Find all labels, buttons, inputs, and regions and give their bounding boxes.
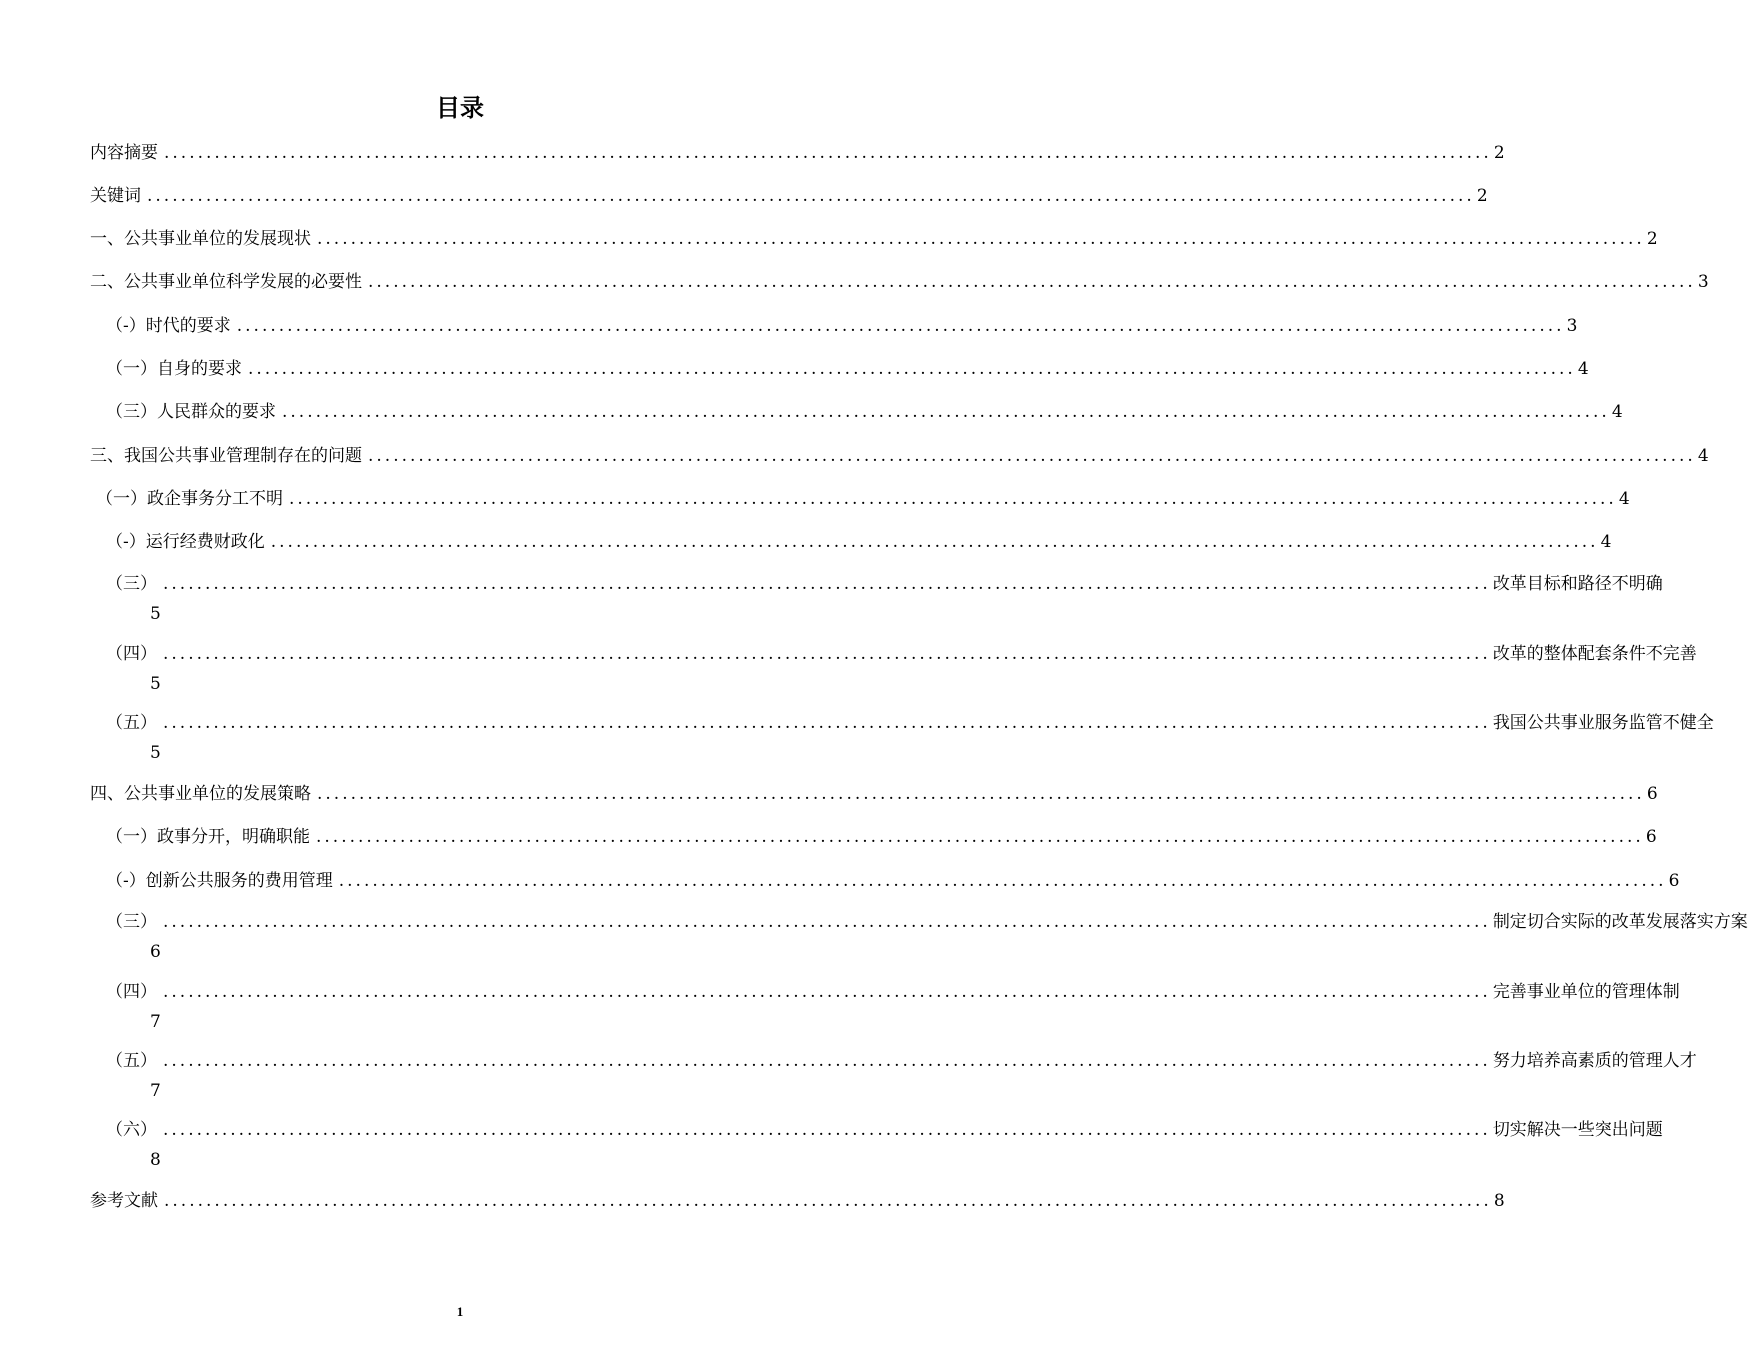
toc-entry-4-3[interactable] xyxy=(90,907,1748,973)
toc-entry-page: 7 xyxy=(150,1081,161,1101)
toc-entry-text: 改革目标和路径不明确 xyxy=(1492,574,1663,594)
toc-entry-text: 制定切合实际的改革发展落实方案 xyxy=(1492,912,1748,932)
toc-entry-2-1[interactable] xyxy=(90,311,1578,345)
toc-entry-3-4[interactable] xyxy=(90,639,1697,705)
toc-leader-dots: .............................................................................................................................................................. xyxy=(248,359,1576,379)
toc-entry-page: 5 xyxy=(150,743,161,763)
toc-entry-3-1[interactable] xyxy=(90,484,1630,518)
toc-entry-label: （三）人民群众的要求 xyxy=(106,402,276,422)
toc-entry-label: 参考文献 xyxy=(90,1191,158,1211)
toc-leader-dots: .............................................................................................................................................................. xyxy=(164,143,1492,163)
toc-leader-dots: .............................................................................................................................................................. xyxy=(368,446,1696,466)
toc-entry-page: 6 xyxy=(150,942,161,962)
toc-leader-dots: .............................................................................................................................................................. xyxy=(163,1120,1491,1140)
toc-entry-label: （一）政企事务分工不明 xyxy=(96,489,283,509)
page-title: 目录 xyxy=(436,94,484,122)
toc-leader-dots: .............................................................................................................................................................. xyxy=(317,229,1645,249)
page-number: 1 xyxy=(456,1304,464,1319)
toc-entry-page: 8 xyxy=(1493,1191,1505,1211)
toc-entry-text: 改革的整体配套条件不完善 xyxy=(1492,644,1697,664)
toc-entry-page: 6 xyxy=(1668,871,1680,891)
toc-entry-page: 4 xyxy=(1600,532,1612,552)
toc-entry-section-4[interactable] xyxy=(90,779,1658,813)
toc-entry-page: 4 xyxy=(1697,446,1709,466)
toc-leader-dots: .............................................................................................................................................................. xyxy=(164,1191,1492,1211)
toc-entry-text: 切实解决一些突出问题 xyxy=(1492,1120,1663,1140)
toc-entry-page: 4 xyxy=(1611,402,1623,422)
toc-entry-2-3[interactable] xyxy=(90,397,1623,431)
toc-leader-dots: .............................................................................................................................................................. xyxy=(163,574,1491,594)
toc-leader-dots: .............................................................................................................................................................. xyxy=(316,827,1644,847)
toc-leader-dots: .............................................................................................................................................................. xyxy=(282,402,1610,422)
toc-entry-label: 一、公共事业单位的发展现状 xyxy=(90,229,311,249)
toc-entry-page: 5 xyxy=(150,604,161,624)
toc-entry-page: 3 xyxy=(1566,316,1578,336)
toc-entry-label: （三） xyxy=(106,574,157,594)
toc-entry-section-2[interactable] xyxy=(90,267,1709,301)
toc-entry-label: （一）政事分开，明确职能 xyxy=(106,827,310,847)
toc-entry-label: 三、我国公共事业管理制存在的问题 xyxy=(90,446,362,466)
toc-entry-label: 关键词 xyxy=(90,186,141,206)
toc-entry-4-6[interactable] xyxy=(90,1115,1663,1181)
toc-entry-keywords[interactable] xyxy=(90,181,1488,215)
toc-entry-label: （-）时代的要求 xyxy=(106,316,231,336)
toc-entry-text: 完善事业单位的管理体制 xyxy=(1492,982,1680,1002)
toc-entry-page: 2 xyxy=(1493,143,1505,163)
toc-leader-dots: .............................................................................................................................................................. xyxy=(368,272,1696,292)
toc-entry-label: （四） xyxy=(106,644,157,664)
toc-leader-dots: .............................................................................................................................................................. xyxy=(289,489,1617,509)
toc-leader-dots: .............................................................................................................................................................. xyxy=(338,871,1667,891)
toc-entry-label: （五） xyxy=(106,713,157,733)
toc-entry-section-1[interactable] xyxy=(90,224,1658,258)
toc-entry-label: （-）运行经费财政化 xyxy=(106,532,265,552)
toc-entry-label: （-）创新公共服务的费用管理 xyxy=(106,871,333,891)
toc-entry-text: 我国公共事业服务监管不健全 xyxy=(1492,713,1714,733)
toc-entry-3-5[interactable] xyxy=(90,708,1714,774)
toc-leader-dots: .............................................................................................................................................................. xyxy=(163,912,1491,932)
toc-entry-4-1[interactable] xyxy=(90,822,1657,856)
toc-leader-dots: .............................................................................................................................................................. xyxy=(163,713,1491,733)
toc-entry-page: 5 xyxy=(150,674,161,694)
toc-entry-page: 8 xyxy=(150,1150,161,1170)
toc-leader-dots: .............................................................................................................................................................. xyxy=(317,784,1645,804)
toc-entry-references[interactable] xyxy=(90,1186,1505,1220)
toc-entry-page: 6 xyxy=(1645,827,1657,847)
toc-entry-label: （四） xyxy=(106,982,157,1002)
toc-leader-dots: .............................................................................................................................................................. xyxy=(270,532,1599,552)
toc-entry-page: 6 xyxy=(1646,784,1658,804)
toc-entry-section-3[interactable] xyxy=(90,441,1709,475)
toc-entry-label: （三） xyxy=(106,912,157,932)
toc-entry-label: （五） xyxy=(106,1051,157,1071)
toc-entry-page: 3 xyxy=(1697,272,1709,292)
toc-entry-4-4[interactable] xyxy=(90,977,1680,1043)
toc-entry-label: （一）自身的要求 xyxy=(106,359,242,379)
toc-entry-label: （六） xyxy=(106,1120,157,1140)
toc-entry-label: 四、公共事业单位的发展策略 xyxy=(90,784,311,804)
toc-leader-dots: .............................................................................................................................................................. xyxy=(147,186,1475,206)
toc-leader-dots: .............................................................................................................................................................. xyxy=(236,316,1565,336)
toc-entry-text: 努力培养高素质的管理人才 xyxy=(1492,1051,1697,1071)
toc-entry-4-2[interactable] xyxy=(90,866,1680,900)
toc-entry-abstract[interactable] xyxy=(90,138,1505,172)
toc-leader-dots: .............................................................................................................................................................. xyxy=(163,644,1491,664)
toc-entry-2-2[interactable] xyxy=(90,354,1589,388)
toc-entry-3-3[interactable] xyxy=(90,569,1663,635)
toc-entry-label: 二、公共事业单位科学发展的必要性 xyxy=(90,272,362,292)
toc-entry-4-5[interactable] xyxy=(90,1046,1697,1112)
toc-entry-3-2[interactable] xyxy=(90,527,1612,561)
toc-entry-page: 7 xyxy=(150,1012,161,1032)
toc-entry-page: 4 xyxy=(1618,489,1630,509)
toc-entry-page: 2 xyxy=(1476,186,1488,206)
toc-entry-page: 4 xyxy=(1577,359,1589,379)
toc-leader-dots: .............................................................................................................................................................. xyxy=(163,1051,1491,1071)
toc-entry-label: 内容摘要 xyxy=(90,143,158,163)
toc-leader-dots: .............................................................................................................................................................. xyxy=(163,982,1491,1002)
toc-entry-page: 2 xyxy=(1646,229,1658,249)
